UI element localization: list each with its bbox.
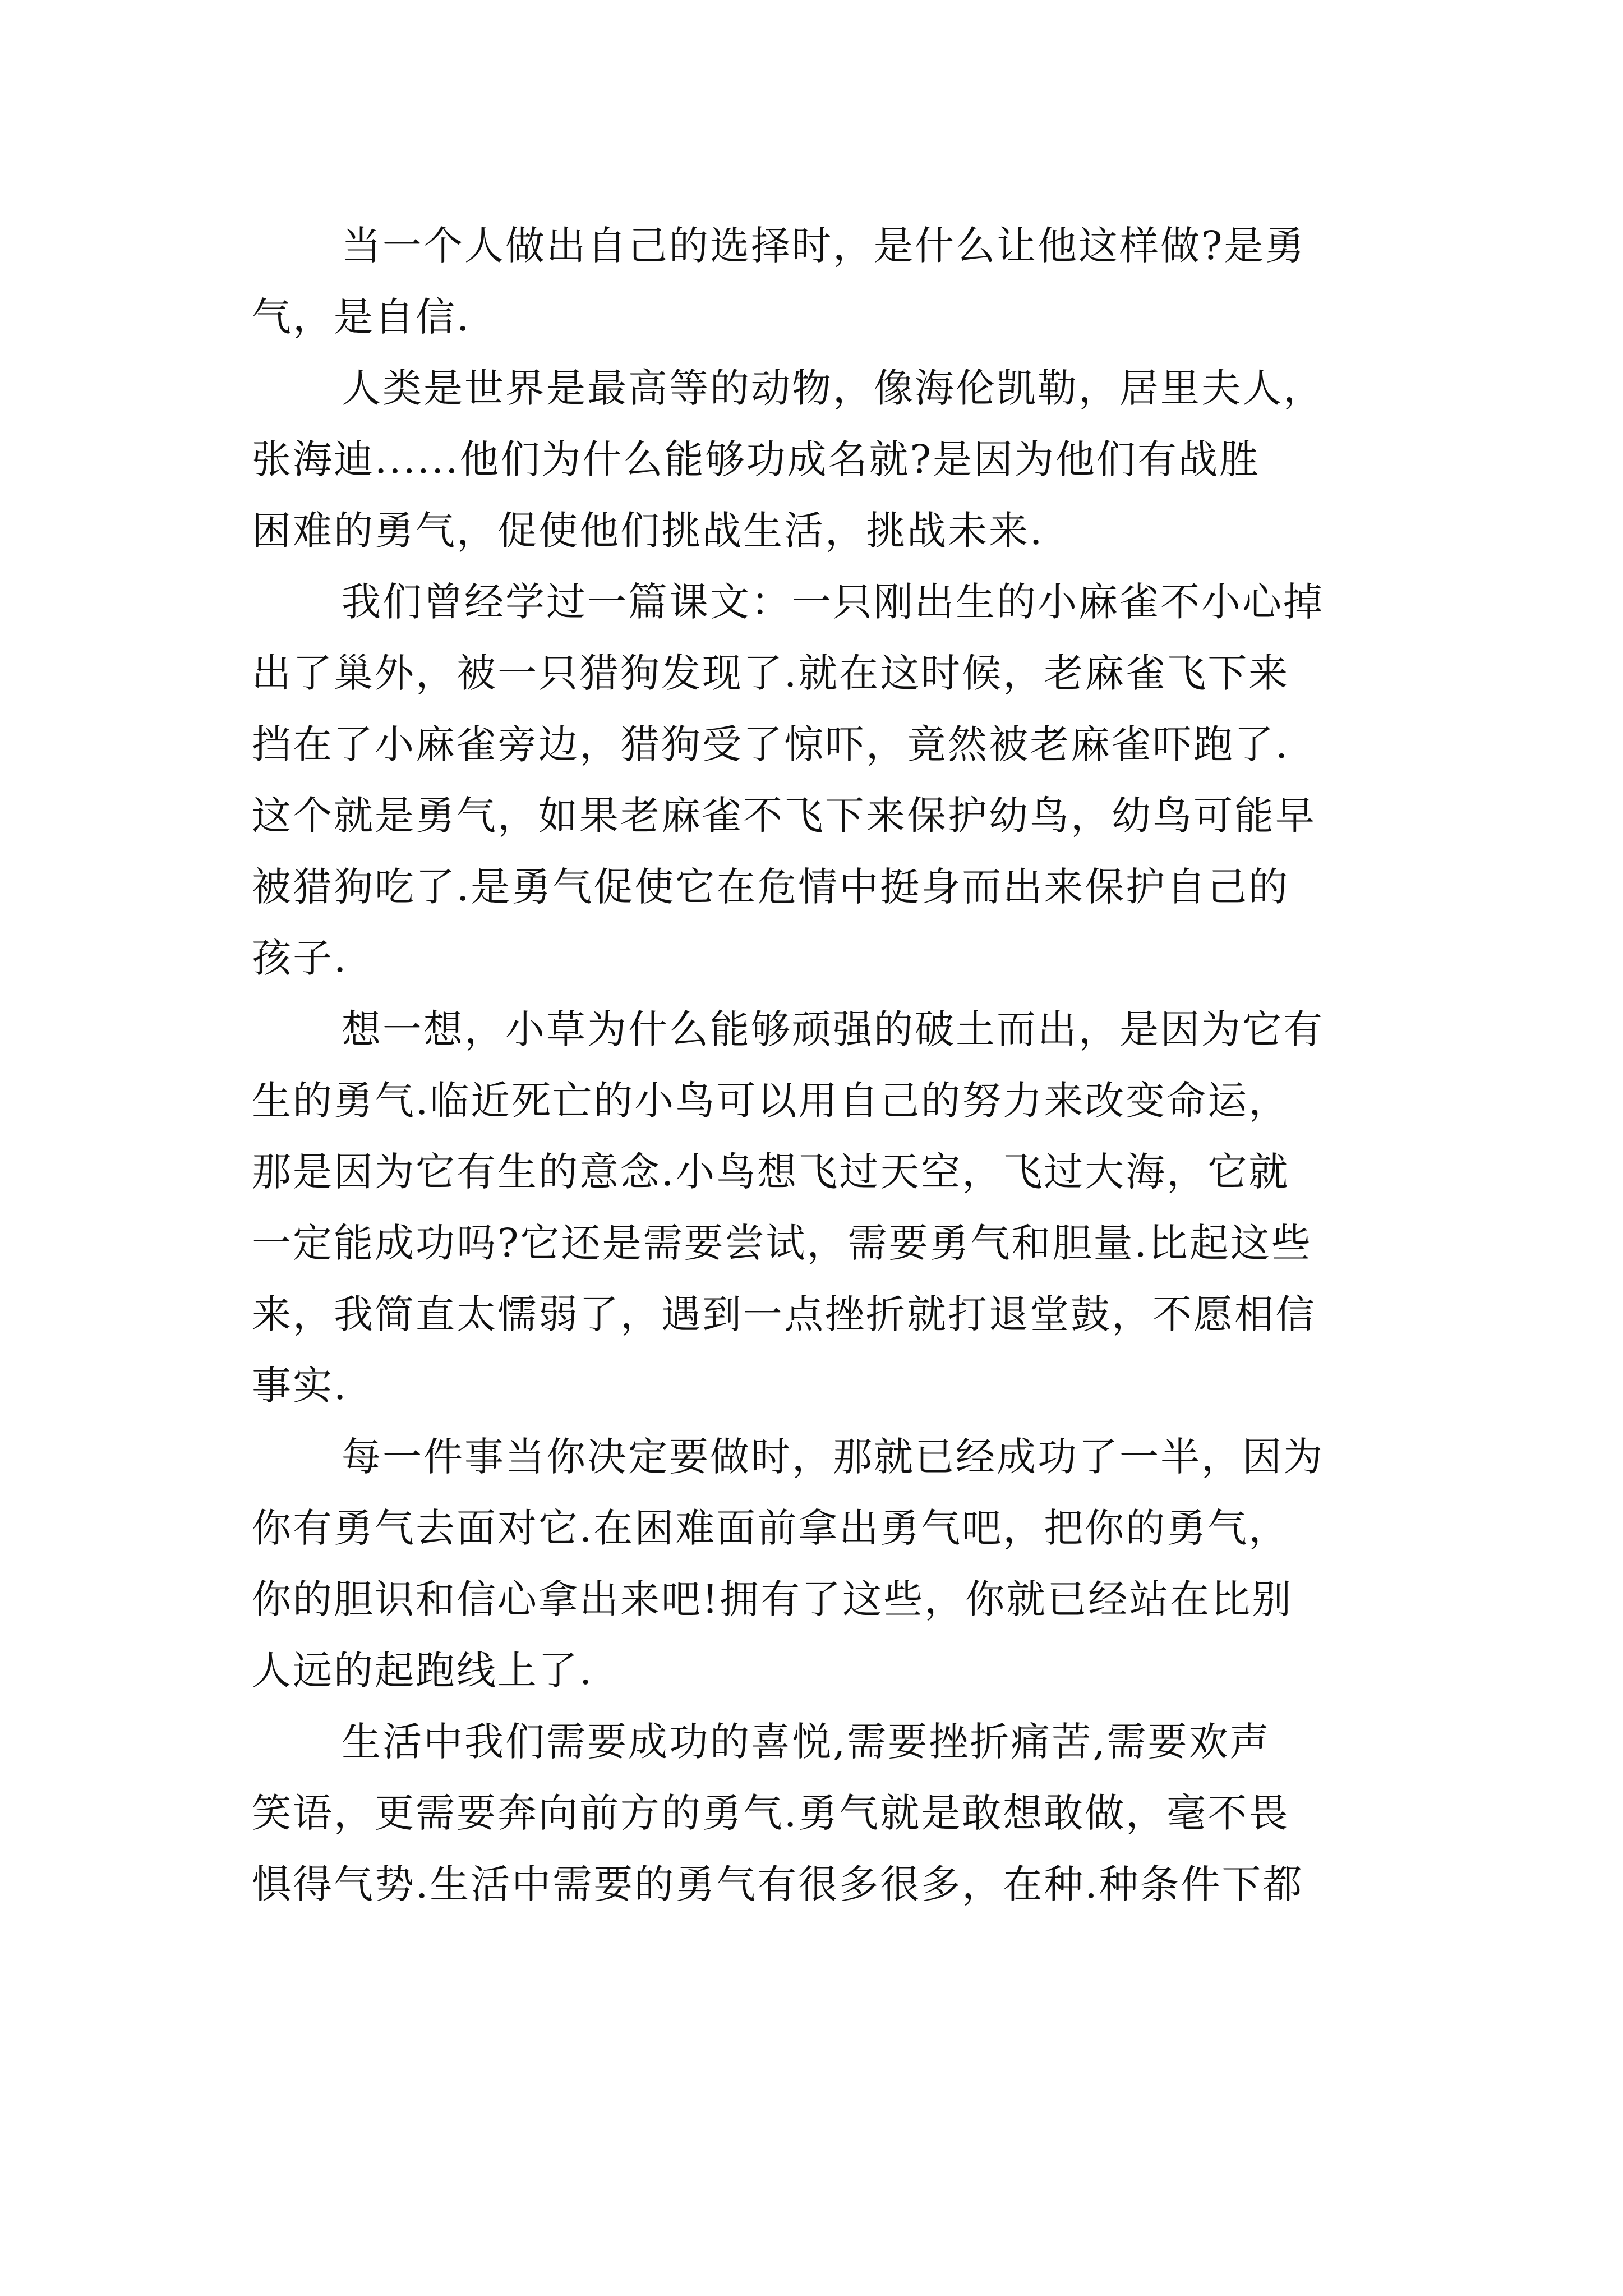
text-line: 来，我简直太懦弱了，遇到一点挫折就打退堂鼓，不愿相信 <box>252 1291 1316 1337</box>
text-line: 这个就是勇气，如果老麻雀不飞下来保护幼鸟，幼鸟可能早 <box>252 793 1316 839</box>
paragraph-2 <box>252 353 1373 567</box>
document-body <box>252 210 1373 1920</box>
text-line: 孩子. <box>252 935 348 981</box>
text-line: 你的胆识和信心拿出来吧!拥有了这些，你就已经站在比别 <box>252 1576 1293 1622</box>
text-line: 人类是世界是最高等的动物，像海伦凯勒，居里夫人， <box>342 365 1324 411</box>
text-line: 那是因为它有生的意念.小鸟想飞过天空，飞过大海，它就 <box>252 1149 1290 1195</box>
text-line: 你有勇气去面对它.在困难面前拿出勇气吧，把你的勇气， <box>252 1505 1290 1551</box>
text-line: 笑语，更需要奔向前方的勇气.勇气就是敢想敢做，毫不畏 <box>252 1790 1290 1836</box>
text-line: 我们曾经学过一篇课文：一只刚出生的小麻雀不小心掉 <box>342 579 1324 625</box>
paragraph-6 <box>252 1706 1373 1920</box>
text-line: 当一个人做出自己的选择时，是什么让他这样做?是勇 <box>342 223 1306 269</box>
text-line: 人远的起跑线上了. <box>252 1648 594 1694</box>
text-line: 想一想，小草为什么能够顽强的破土而出，是因为它有 <box>342 1006 1324 1052</box>
paragraph-3 <box>252 567 1373 994</box>
text-line: 事实. <box>252 1363 348 1409</box>
text-line: 挡在了小麻雀旁边，猎狗受了惊吓，竟然被老麻雀吓跑了. <box>252 721 1290 767</box>
text-line: 惧得气势.生活中需要的勇气有很多很多，在种.种条件下都 <box>252 1861 1304 1907</box>
text-line: 气，是自信. <box>252 294 471 340</box>
text-line: 出了巢外，被一只猎狗发现了.就在这时候，老麻雀飞下来 <box>252 650 1290 696</box>
paragraph-5 <box>252 1421 1373 1706</box>
text-line: 张海迪......他们为什么能够功成名就?是因为他们有战胜 <box>252 436 1261 482</box>
text-line: 被猎狗吃了.是勇气促使它在危情中挺身而出来保护自己的 <box>252 864 1290 910</box>
text-line: 生的勇气.临近死亡的小鸟可以用自己的努力来改变命运， <box>252 1078 1290 1124</box>
paragraph-1 <box>252 210 1373 353</box>
text-line: 一定能成功吗?它还是需要尝试，需要勇气和胆量.比起这些 <box>252 1220 1312 1266</box>
text-line: 困难的勇气，促使他们挑战生活，挑战未来. <box>252 508 1044 554</box>
text-line: 每一件事当你决定要做时，那就已经成功了一半，因为 <box>342 1434 1324 1480</box>
paragraph-4 <box>252 994 1373 1421</box>
text-line: 生活中我们需要成功的喜悦,需要挫折痛苦,需要欢声 <box>342 1719 1271 1765</box>
